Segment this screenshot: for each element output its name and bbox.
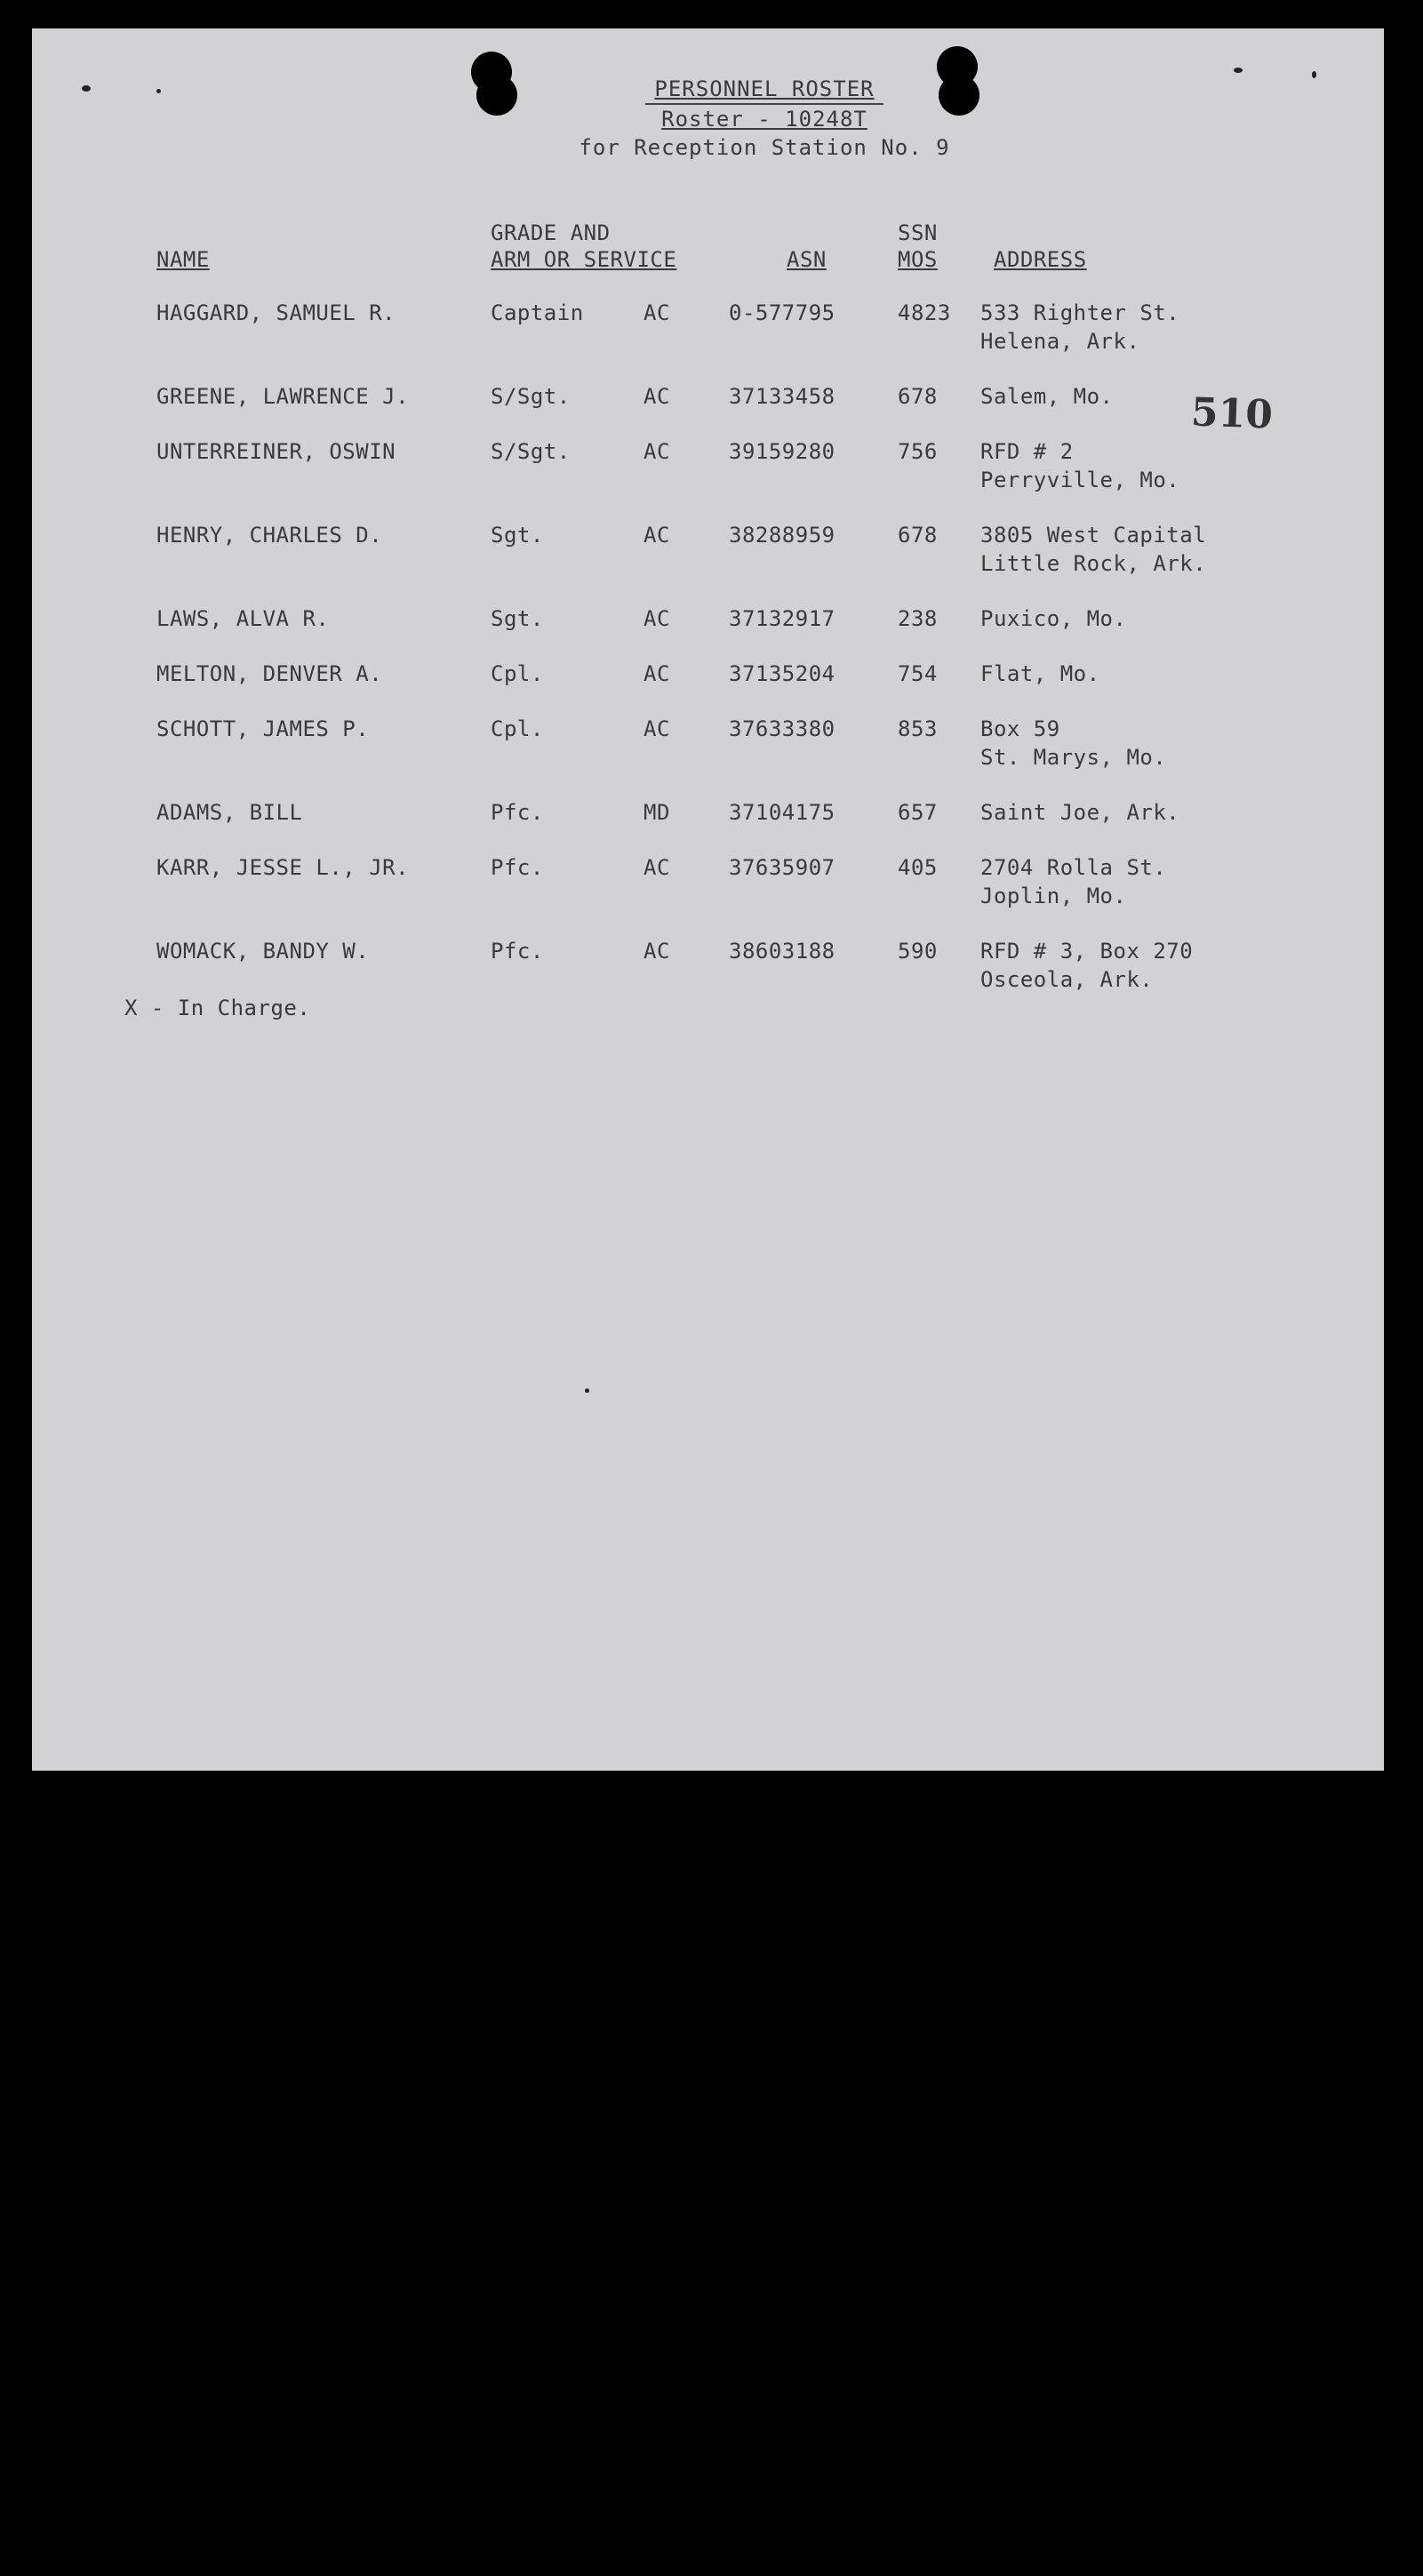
roster-asn: 37132917 — [729, 606, 835, 631]
roster-name: KARR, JESSE L., JR. — [156, 855, 410, 880]
roster-grade: Pfc. — [491, 939, 544, 964]
roster-mos: 657 — [898, 800, 938, 825]
roster-address-line1: RFD # 2 — [980, 439, 1074, 464]
roster-address-line1: Saint Joe, Ark. — [980, 800, 1180, 825]
roster-arm: AC — [644, 939, 670, 964]
roster-asn: 0-577795 — [729, 300, 835, 325]
roster-address-line1: Flat, Mo. — [980, 661, 1100, 686]
roster-name: HAGGARD, SAMUEL R. — [156, 300, 396, 325]
roster-asn: 37104175 — [729, 800, 835, 825]
roster-mos: 405 — [898, 855, 938, 880]
speck — [585, 1388, 589, 1393]
roster-mos: 4823 — [898, 300, 951, 325]
roster-name: WOMACK, BANDY W. — [156, 939, 370, 964]
roster-mos: 590 — [898, 939, 938, 964]
roster-address-line2: St. Marys, Mo. — [980, 745, 1167, 770]
roster-asn: 39159280 — [729, 439, 835, 464]
speck — [1312, 71, 1316, 78]
header-grade-line1: GRADE AND — [491, 220, 611, 245]
roster-address-line2: Helena, Ark. — [980, 329, 1140, 354]
roster-address-line1: Box 59 — [980, 716, 1060, 741]
roster-arm: AC — [644, 523, 670, 548]
document-page — [32, 28, 1384, 1771]
roster-arm: MD — [644, 800, 670, 825]
roster-address-line2: Perryville, Mo. — [980, 468, 1180, 492]
station-line: for Reception Station No. 9 — [579, 135, 950, 160]
document-title: PERSONNEL ROSTER — [654, 76, 875, 101]
roster-arm: AC — [644, 606, 670, 631]
header-ssn: SSN — [898, 220, 938, 245]
roster-arm: AC — [644, 661, 670, 686]
roster-grade: Sgt. — [491, 606, 544, 631]
roster-name: UNTERREINER, OSWIN — [156, 439, 396, 464]
roster-mos: 853 — [898, 716, 938, 741]
roster-grade: Cpl. — [491, 716, 544, 741]
roster-grade: Captain — [491, 300, 584, 325]
roster-address-line1: Salem, Mo. — [980, 384, 1114, 409]
roster-address-line1: RFD # 3, Box 270 — [980, 939, 1194, 964]
roster-arm: AC — [644, 716, 670, 741]
speck — [82, 85, 91, 92]
roster-arm: AC — [644, 439, 670, 464]
header-asn: ASN — [787, 247, 827, 272]
roster-name: GREENE, LAWRENCE J. — [156, 384, 410, 409]
roster-grade: Pfc. — [491, 855, 544, 880]
roster-mos: 754 — [898, 661, 938, 686]
roster-asn: 37135204 — [729, 661, 835, 686]
roster-asn: 37633380 — [729, 716, 835, 741]
roster-mos: 238 — [898, 606, 938, 631]
roster-arm: AC — [644, 855, 670, 880]
roster-asn: 38603188 — [729, 939, 835, 964]
roster-name: HENRY, CHARLES D. — [156, 523, 383, 548]
header-mos: MOS — [898, 247, 938, 272]
roster-name: LAWS, ALVA R. — [156, 606, 330, 631]
roster-number: Roster - 10248T — [661, 107, 867, 132]
roster-asn: 37635907 — [729, 855, 835, 880]
roster-name: MELTON, DENVER A. — [156, 661, 383, 686]
roster-grade: S/Sgt. — [491, 384, 571, 409]
header-address: ADDRESS — [994, 247, 1087, 272]
speck — [1234, 68, 1243, 73]
roster-asn: 38288959 — [729, 523, 835, 548]
roster-grade: S/Sgt. — [491, 439, 571, 464]
roster-arm: AC — [644, 384, 670, 409]
title-block — [498, 75, 1031, 162]
roster-asn: 37133458 — [729, 384, 835, 409]
roster-grade: Sgt. — [491, 523, 544, 548]
roster-address-line1: 533 Righter St. — [980, 300, 1180, 325]
roster-address-line1: 3805 West Capital — [980, 523, 1207, 548]
header-name: NAME — [156, 247, 210, 272]
page-number-stamp: 510 — [1190, 389, 1274, 438]
roster-mos: 678 — [898, 523, 938, 548]
roster-grade: Pfc. — [491, 800, 544, 825]
speck — [156, 89, 161, 93]
roster-name: ADAMS, BILL — [156, 800, 303, 825]
roster-name: SCHOTT, JAMES P. — [156, 716, 370, 741]
roster-grade: Cpl. — [491, 661, 544, 686]
roster-address-line1: 2704 Rolla St. — [980, 855, 1167, 880]
roster-address-line2: Joplin, Mo. — [980, 884, 1127, 908]
header-grade-line2: ARM OR SERVICE — [491, 247, 677, 272]
roster-mos: 678 — [898, 384, 938, 409]
roster-address-line1: Puxico, Mo. — [980, 606, 1127, 631]
roster-mos: 756 — [898, 439, 938, 464]
roster-arm: AC — [644, 300, 670, 325]
footnote: X - In Charge. — [124, 996, 311, 1020]
roster-address-line2: Little Rock, Ark. — [980, 551, 1207, 576]
roster-address-line2: Osceola, Ark. — [980, 967, 1154, 992]
